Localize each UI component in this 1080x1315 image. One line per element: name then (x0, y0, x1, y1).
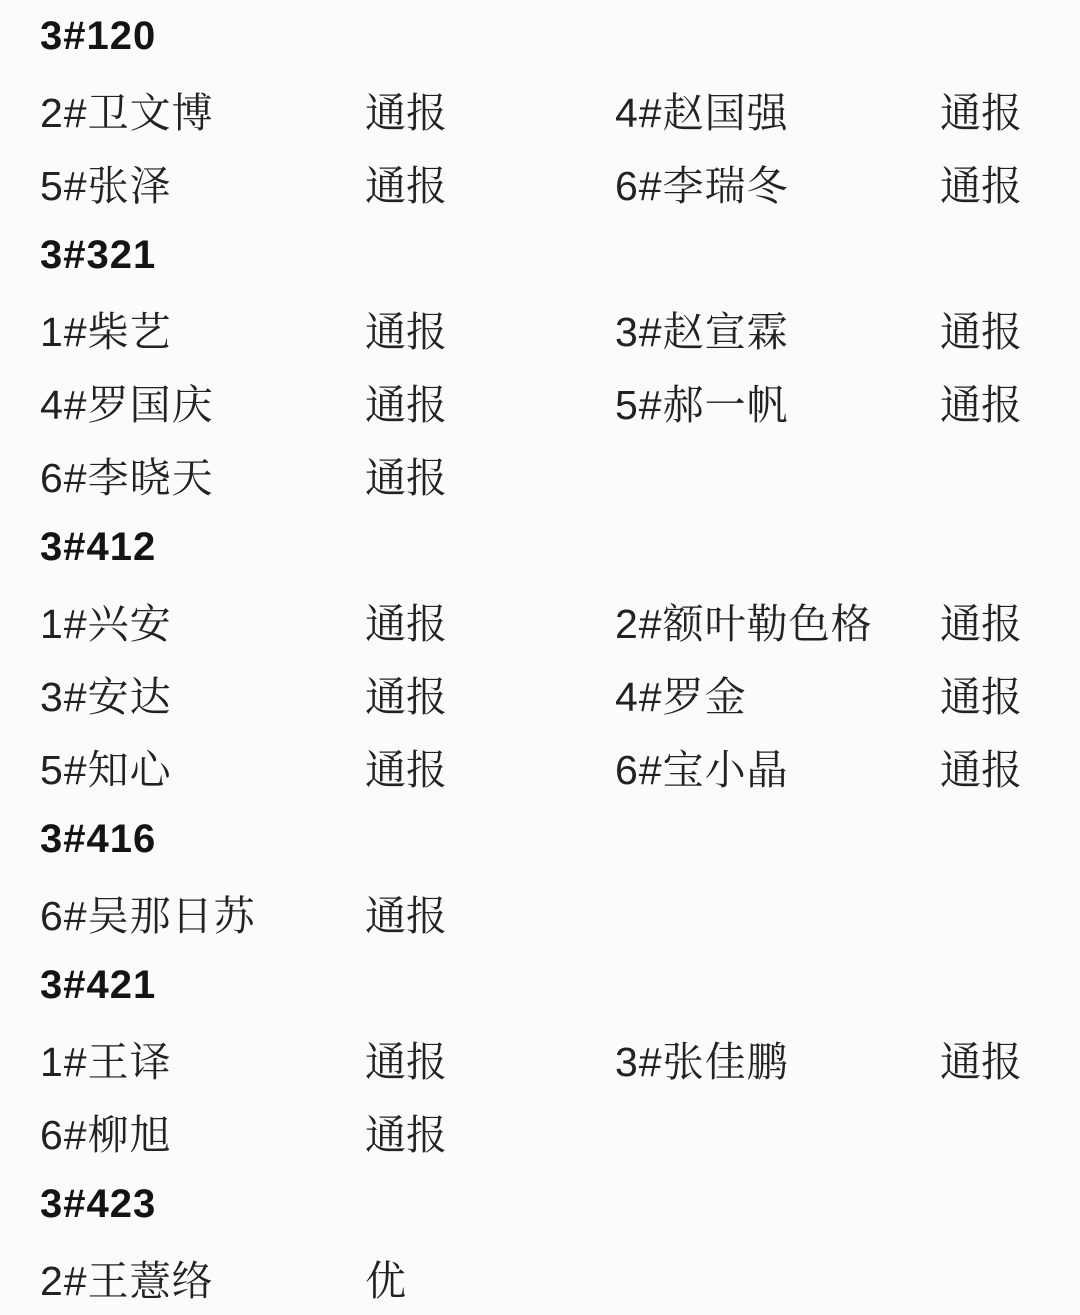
table-row (40, 146, 1080, 219)
status-label: 通报 (365, 601, 447, 647)
status-label: 通报 (365, 674, 447, 720)
resident-name: 6#吴那日苏 (40, 893, 256, 939)
status-label: 通报 (940, 90, 1022, 136)
room-number: 3#421 (40, 963, 157, 1007)
table-row (40, 584, 1080, 657)
table-row (40, 657, 1080, 730)
table-row (40, 1022, 1080, 1095)
room-header (40, 219, 1080, 292)
resident-name: 3#赵宣霖 (615, 309, 789, 355)
room-header (40, 949, 1080, 1022)
table-row (40, 730, 1080, 803)
room-header (40, 1168, 1080, 1241)
table-row (40, 365, 1080, 438)
status-label: 通报 (365, 1039, 447, 1085)
resident-name: 6#李晓天 (40, 455, 214, 501)
table-row (40, 876, 1080, 949)
resident-name: 1#王译 (40, 1039, 172, 1085)
status-label: 通报 (365, 1112, 447, 1158)
resident-name: 3#安达 (40, 674, 172, 720)
table-row (40, 1241, 1080, 1314)
room-header (40, 803, 1080, 876)
status-label: 通报 (940, 309, 1022, 355)
room-number: 3#423 (40, 1182, 157, 1226)
table-row (40, 1095, 1080, 1168)
resident-name: 2#王薏络 (40, 1258, 214, 1304)
status-label: 通报 (365, 309, 447, 355)
resident-name: 4#罗金 (615, 674, 747, 720)
resident-name: 1#柴艺 (40, 309, 172, 355)
room-header (40, 0, 1080, 73)
resident-name: 1#兴安 (40, 601, 172, 647)
resident-name: 6#宝小晶 (615, 747, 789, 793)
status-label: 通报 (365, 893, 447, 939)
status-label: 优 (365, 1258, 406, 1304)
table-row (40, 292, 1080, 365)
status-label: 通报 (365, 747, 447, 793)
resident-name: 4#罗国庆 (40, 382, 214, 428)
resident-name: 2#额叶勒色格 (615, 601, 873, 647)
room-number: 3#412 (40, 525, 157, 569)
resident-name: 5#张泽 (40, 163, 172, 209)
status-label: 通报 (940, 1039, 1022, 1085)
room-number: 3#321 (40, 233, 157, 277)
resident-name: 5#知心 (40, 747, 172, 793)
resident-name: 6#柳旭 (40, 1112, 172, 1158)
status-label: 通报 (940, 674, 1022, 720)
status-label: 通报 (940, 382, 1022, 428)
room-number: 3#120 (40, 14, 157, 58)
resident-name: 6#李瑞冬 (615, 163, 789, 209)
status-label: 通报 (365, 455, 447, 501)
room-number: 3#416 (40, 817, 157, 861)
resident-name: 5#郝一帆 (615, 382, 789, 428)
status-label: 通报 (365, 90, 447, 136)
table-row (40, 73, 1080, 146)
status-label: 通报 (365, 163, 447, 209)
resident-name: 4#赵国强 (615, 90, 789, 136)
status-label: 通报 (940, 747, 1022, 793)
room-header (40, 511, 1080, 584)
resident-name: 2#卫文博 (40, 90, 214, 136)
resident-name: 3#张佳鹏 (615, 1039, 789, 1085)
table-row (40, 438, 1080, 511)
status-label: 通报 (940, 163, 1022, 209)
status-label: 通报 (365, 382, 447, 428)
status-label: 通报 (940, 601, 1022, 647)
